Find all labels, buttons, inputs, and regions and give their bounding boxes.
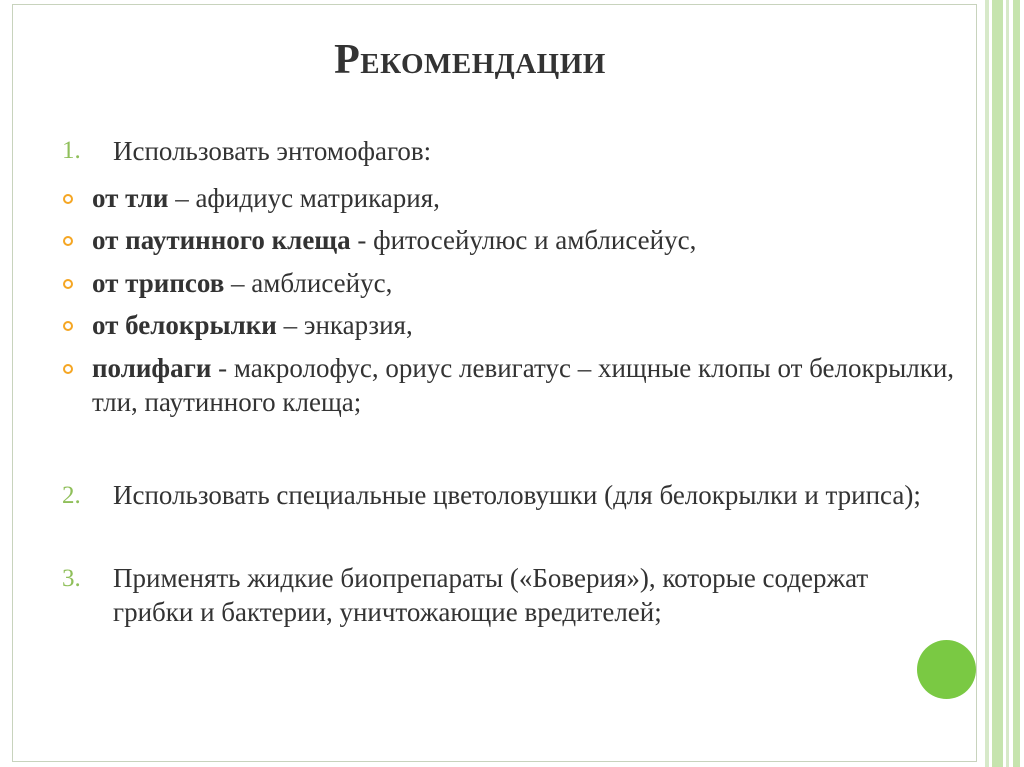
list-number: 3.: [62, 565, 81, 592]
bullet-icon: [63, 279, 73, 289]
bullet-bold: от трипсов: [92, 268, 225, 298]
list-item-text: Использовать специальные цветоловушки (для белокрылки и трипса);: [113, 480, 921, 510]
bullet-bold: от белокрылки: [92, 310, 277, 340]
bullet-rest: – амблисейус,: [224, 268, 393, 298]
slide-title: Рекомендации: [334, 37, 606, 83]
bullet-icon: [63, 364, 73, 374]
bullet-rest: – энкарзия,: [276, 310, 413, 340]
bullet-icon: [63, 321, 73, 331]
bullet-item: [92, 223, 972, 257]
list-number: 1.: [62, 137, 81, 164]
bullet-icon: [63, 194, 73, 204]
bullet-icon: [63, 236, 73, 246]
decorative-stripe: [1006, 0, 1009, 767]
bullet-item: [92, 181, 972, 215]
decorative-stripe: [985, 0, 989, 767]
bullet-bold: от тли: [92, 183, 169, 213]
decorative-stripe: [992, 0, 1003, 767]
bullet-bold: полифаги: [92, 353, 212, 383]
bullet-rest: - фитосейулюс и амблисейус,: [350, 225, 697, 255]
bullet-rest: – афидиус матрикария,: [168, 183, 440, 213]
bullet-item: [92, 266, 972, 300]
list-item-text: Применять жидкие биопрепараты («Боверия»), которые содержат грибки и бактерии, уничтожающие вредителей;: [113, 563, 869, 627]
decorative-stripe: [1013, 0, 1020, 767]
list-item-text: Использовать энтомофагов:: [113, 136, 432, 166]
bullet-item: [92, 308, 972, 342]
decorative-circle: [917, 640, 976, 699]
list-number: 2.: [62, 482, 81, 509]
bullet-item: [92, 351, 972, 419]
bullet-rest: - макролофус, ориус левигатус – хищные клопы от белокрылки, тли, паутинного клеща;: [92, 353, 955, 417]
bullet-bold: от паутинного клеща: [92, 225, 351, 255]
